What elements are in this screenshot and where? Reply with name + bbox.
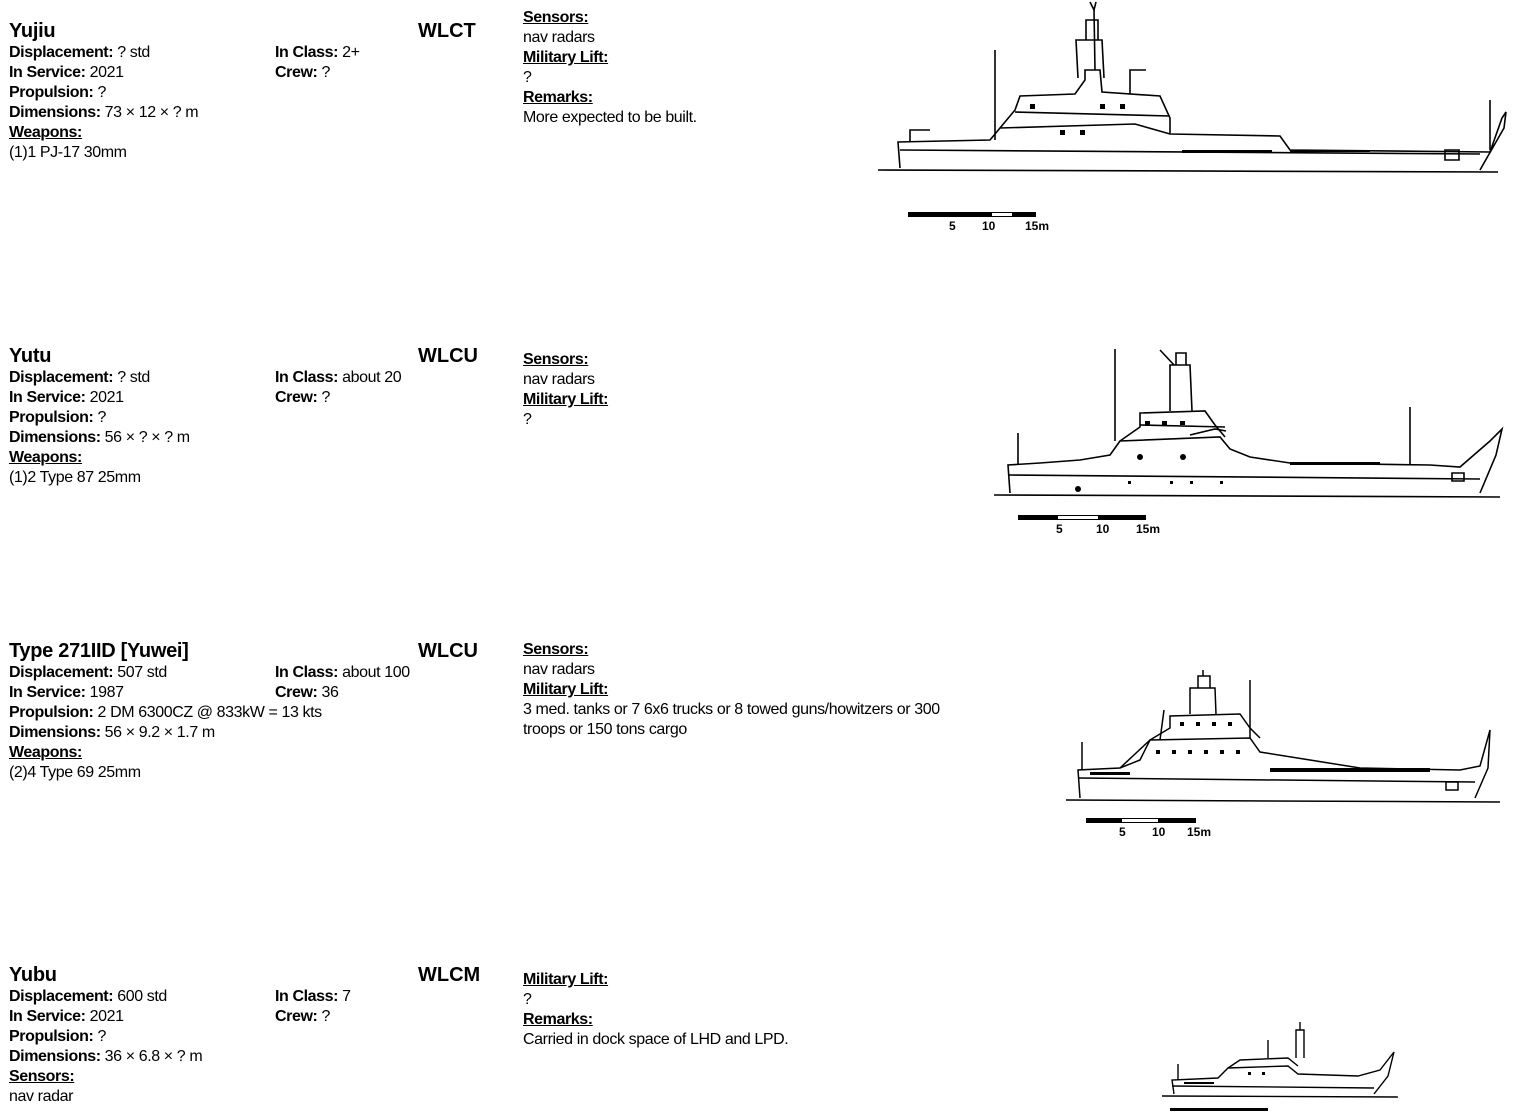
- military-lift-value: 3 med. tanks or 7 6x6 trucks or 8 towed guns/howitzers or 300: [523, 701, 940, 718]
- ship-class-name: Yutu: [9, 345, 52, 367]
- propulsion-row: Propulsion: ?: [9, 1028, 107, 1045]
- ship-type-code: WLCU: [418, 345, 478, 367]
- propulsion-row: Propulsion: ?: [9, 409, 107, 426]
- in-class-row: In Class: 2+: [275, 44, 360, 61]
- in-service-row: In Service: 2021: [9, 389, 124, 406]
- propulsion-row: Propulsion: ?: [9, 84, 107, 101]
- ship-type-code: WLCT: [418, 20, 476, 42]
- scale-label-10: 10: [982, 219, 996, 233]
- crew-value: ?: [321, 64, 331, 81]
- scale-bar: [908, 212, 1050, 233]
- crew-value: ?: [321, 1008, 331, 1025]
- scale-label-10: 10: [1152, 825, 1166, 839]
- sensors-value: nav radar: [9, 1088, 73, 1105]
- propulsion-row: Propulsion: 2 DM 6300CZ @ 833kW = 13 kts: [9, 704, 322, 721]
- scale-label-15m: 15m: [1187, 825, 1212, 839]
- remarks-heading: Remarks:: [523, 1011, 593, 1028]
- propulsion-value: ?: [97, 1028, 107, 1045]
- scale-label-5: 5: [1056, 522, 1063, 536]
- ship-profile-drawing: [990, 345, 1510, 505]
- in-class-value: 7: [342, 988, 351, 1005]
- remarks-value: Carried in dock space of LHD and LPD.: [523, 1031, 789, 1048]
- displacement-row: Displacement: 507 std: [9, 664, 167, 681]
- displacement-row: Displacement: ? std: [9, 369, 150, 386]
- weapons-value: (1)2 Type 87 25mm: [9, 469, 141, 486]
- propulsion-value: ?: [97, 409, 107, 426]
- displacement-row: Displacement: 600 std: [9, 988, 167, 1005]
- displacement-value: ? std: [117, 44, 150, 61]
- in-class-row: In Class: 7: [275, 988, 351, 1005]
- in-service-value: 2021: [89, 64, 124, 81]
- displacement-value: 507 std: [117, 664, 167, 681]
- dimensions-value: 73 × 12 × ? m: [104, 104, 199, 121]
- scale-label-15m: 15m: [1025, 219, 1050, 233]
- remarks-value: More expected to be built.: [523, 109, 697, 126]
- military-lift-value: ?: [523, 69, 532, 86]
- in-service-value: 2021: [89, 1008, 124, 1025]
- in-service-row: In Service: 2021: [9, 64, 124, 81]
- scale-bar: [1086, 818, 1212, 839]
- crew-row: Crew: 36: [275, 684, 339, 701]
- ship-type-code: WLCM: [418, 964, 481, 986]
- sensors-value: nav radars: [523, 371, 595, 388]
- in-class-value: about 100: [342, 664, 410, 681]
- crew-value: 36: [321, 684, 339, 701]
- in-class-row: In Class: about 20: [275, 369, 402, 386]
- scale-label-5: 5: [1119, 825, 1126, 839]
- in-class-value: 2+: [342, 44, 360, 61]
- military-lift-heading: Military Lift:: [523, 971, 609, 988]
- ship-class-name: Yubu: [9, 964, 57, 986]
- ship-class-name: Yujiu: [9, 20, 56, 42]
- military-lift-heading: Military Lift:: [523, 391, 609, 408]
- military-lift-heading: Military Lift:: [523, 681, 609, 698]
- remarks-heading: Remarks:: [523, 89, 593, 106]
- crew-row: Crew: ?: [275, 1008, 331, 1025]
- ship-profile-drawing: [1060, 670, 1505, 810]
- in-class-value: about 20: [342, 369, 402, 386]
- in-service-row: In Service: 1987: [9, 684, 124, 701]
- propulsion-value: 2 DM 6300CZ @ 833kW = 13 kts: [97, 704, 322, 721]
- sensors-heading: Sensors:: [523, 9, 589, 26]
- ship-type-code: WLCU: [418, 640, 478, 662]
- military-lift-value: ?: [523, 411, 532, 428]
- dimensions-value: 56 × ? × ? m: [104, 429, 190, 446]
- crew-value: ?: [321, 389, 331, 406]
- weapons-heading: Weapons:: [9, 449, 82, 466]
- weapons-heading: Weapons:: [9, 124, 82, 141]
- dimensions-value: 56 × 9.2 × 1.7 m: [104, 724, 215, 741]
- ship-profile-drawing: [870, 0, 1520, 200]
- sensors-heading-left: Sensors:: [9, 1068, 75, 1085]
- in-class-row: In Class: about 100: [275, 664, 410, 681]
- crew-row: Crew: ?: [275, 389, 331, 406]
- sensors-value: nav radars: [523, 661, 595, 678]
- displacement-value: 600 std: [117, 988, 167, 1005]
- displacement-value: ? std: [117, 369, 150, 386]
- sensors-value: nav radars: [523, 29, 595, 46]
- ship-class-name: Type 271IID [Yuwei]: [9, 640, 189, 662]
- weapons-value: (2)4 Type 69 25mm: [9, 764, 141, 781]
- crew-row: Crew: ?: [275, 64, 331, 81]
- weapons-value: (1)1 PJ-17 30mm: [9, 144, 127, 161]
- propulsion-value: ?: [97, 84, 107, 101]
- displacement-row: Displacement: ? std: [9, 44, 150, 61]
- military-lift-value-cont: troops or 150 tons cargo: [523, 721, 687, 738]
- scale-label-15m: 15m: [1136, 522, 1161, 536]
- sensors-heading: Sensors:: [523, 641, 589, 658]
- scale-label-10: 10: [1096, 522, 1110, 536]
- dimensions-row: Dimensions: 73 × 12 × ? m: [9, 104, 199, 121]
- scale-bar: [1018, 515, 1161, 536]
- weapons-heading: Weapons:: [9, 744, 82, 761]
- in-service-row: In Service: 2021: [9, 1008, 124, 1025]
- in-service-value: 1987: [89, 684, 124, 701]
- scale-label-5: 5: [949, 219, 956, 233]
- dimensions-row: Dimensions: 56 × ? × ? m: [9, 429, 190, 446]
- military-lift-value: ?: [523, 991, 532, 1008]
- sensors-heading: Sensors:: [523, 351, 589, 368]
- dimensions-row: Dimensions: 56 × 9.2 × 1.7 m: [9, 724, 215, 741]
- ship-profile-drawing: [1158, 1020, 1408, 1112]
- military-lift-heading: Military Lift:: [523, 49, 609, 66]
- in-service-value: 2021: [89, 389, 124, 406]
- dimensions-value: 36 × 6.8 × ? m: [104, 1048, 203, 1065]
- dimensions-row: Dimensions: 36 × 6.8 × ? m: [9, 1048, 203, 1065]
